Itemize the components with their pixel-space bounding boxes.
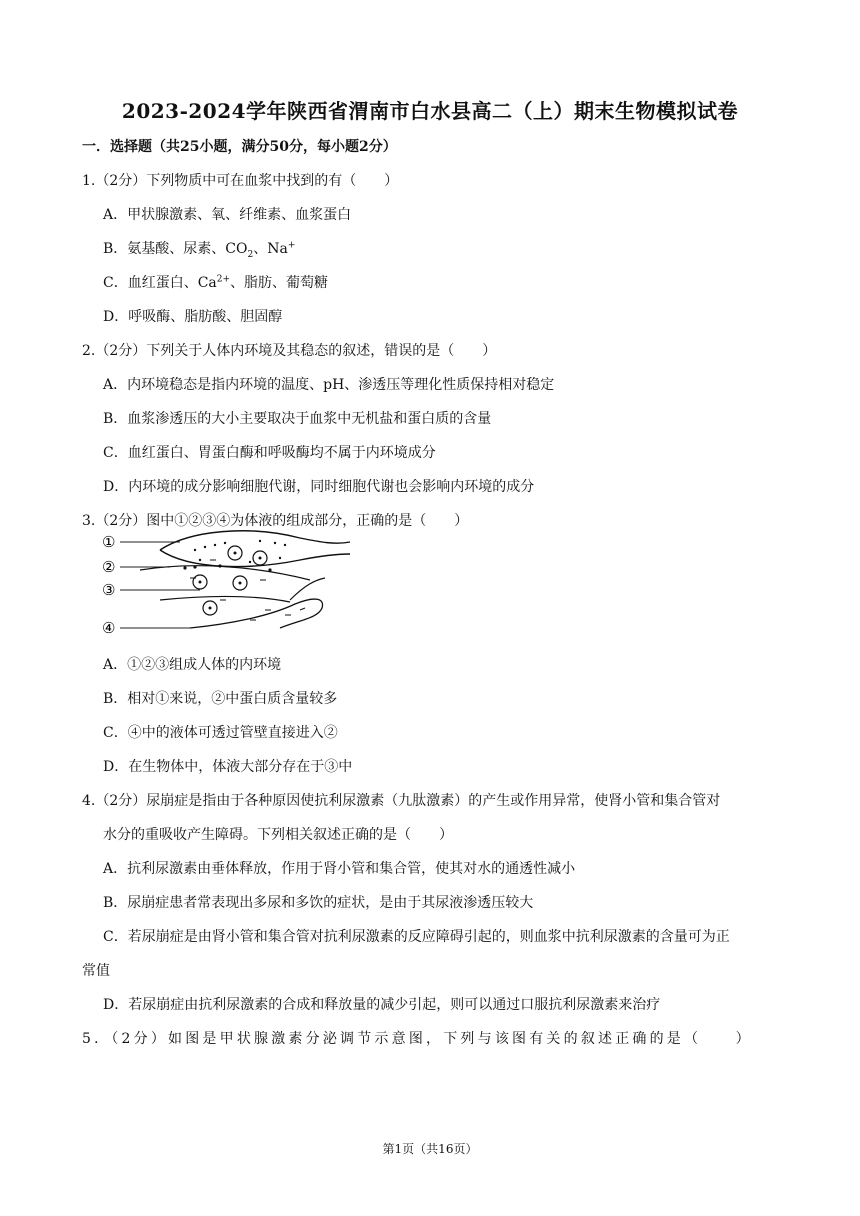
section-heading: 一．选择题（共25小题，满分50分，每小题2分） <box>82 139 397 155</box>
q3-option-c: C．④中的液体可透过管壁直接进入② <box>103 725 338 741</box>
q1-option-b-text2: 、Na <box>253 241 288 257</box>
q1-option-b-sub: 2 <box>247 249 254 260</box>
q2-option-a: A．内环境稳态是指内环境的温度、pH、渗透压等理化性质保持相对稳定 <box>103 377 555 393</box>
body-fluid-diagram <box>100 520 360 645</box>
q1-option-a: A．甲状腺激素、氧、纤维素、血浆蛋白 <box>103 207 352 223</box>
q2-stem: 2.（2分）下列关于人体内环境及其稳态的叙述，错误的是（ ） <box>82 343 497 359</box>
q1-option-b <box>103 238 295 260</box>
q3-option-a: A．①②③组成人体的内环境 <box>103 657 282 673</box>
q1-option-d: D．呼吸酶、脂肪酸、胆固醇 <box>103 309 283 325</box>
q1-option-c <box>103 272 328 292</box>
fig-label-4: ④ <box>102 619 116 637</box>
q2-option-d: D．内环境的成分影响细胞代谢，同时细胞代谢也会影响内环境的成分 <box>103 479 535 495</box>
q1-option-c-text: C．血红蛋白、Ca <box>103 275 217 291</box>
q1-option-c-sup: 2+ <box>216 274 231 285</box>
q3-option-b: B．相对①来说，②中蛋白质含量较多 <box>103 691 338 707</box>
q4-option-c-line1: C．若尿崩症是由肾小管和集合管对抗利尿激素的反应障碍引起的，则血浆中抗利尿激素的含量可为正 <box>103 929 730 945</box>
fig-label-1: ① <box>102 533 116 551</box>
q4-stem-line1: 4.（2分）尿崩症是指由于各种原因使抗利尿激素（九肽激素）的产生或作用异常，使肾小管和集合管对 <box>82 793 721 809</box>
q3-stem: 3.（2分）图中①②③④为体液的组成部分，正确的是（ ） <box>82 513 469 529</box>
q1-option-b-sup: + <box>287 240 296 251</box>
q4-option-b: B．尿崩症患者常表现出多尿和多饮的症状，是由于其尿液渗透压较大 <box>103 895 534 911</box>
fig-label-3: ③ <box>102 581 116 599</box>
q4-option-c-line2: 常值 <box>82 963 110 979</box>
q5-stem: 5．（2分）如图是甲状腺激素分泌调节示意图，下列与该图有关的叙述正确的是（ ） <box>82 1031 753 1047</box>
q4-stem-line2: 水分的重吸收产生障碍。下列相关叙述正确的是（ ） <box>103 827 453 843</box>
q1-option-b-text: B．氨基酸、尿素、CO <box>103 241 248 257</box>
q2-option-b: B．血浆渗透压的大小主要取决于血浆中无机盐和蛋白质的含量 <box>103 411 492 427</box>
q1-option-c-text2: 、脂肪、葡萄糖 <box>230 275 329 291</box>
q3-option-d: D．在生物体中，体液大部分存在于③中 <box>103 759 353 775</box>
fig-label-2: ② <box>102 558 116 576</box>
q4-option-a: A．抗利尿激素由垂体释放，作用于肾小管和集合管，使其对水的通透性减小 <box>103 861 576 877</box>
q1-stem: 1.（2分）下列物质中可在血浆中找到的有（ ） <box>82 173 399 189</box>
exam-title: 2023-2024学年陕西省渭南市白水县高二（上）期末生物模拟试卷 <box>121 99 739 123</box>
q2-option-c: C．血红蛋白、胃蛋白酶和呼吸酶均不属于内环境成分 <box>103 445 436 461</box>
page-footer: 第1页（共16页） <box>382 1142 478 1156</box>
q4-option-d: D．若尿崩症由抗利尿激素的合成和释放量的减少引起，则可以通过口服抗利尿激素来治疗 <box>103 997 661 1013</box>
